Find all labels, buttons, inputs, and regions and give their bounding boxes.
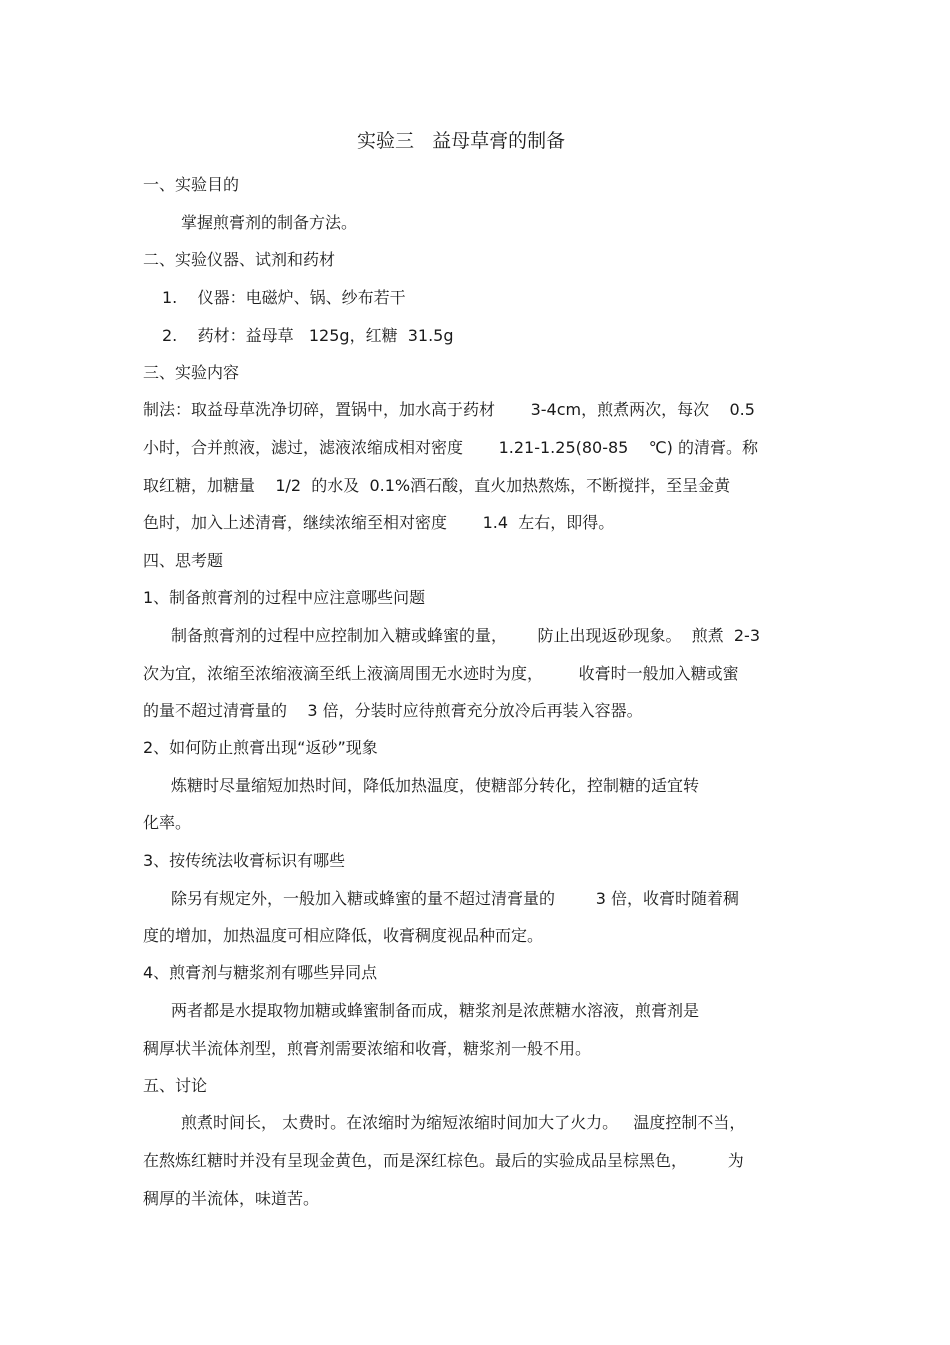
paragraph-line: 小时，合并煎液，滤过，滤液浓缩成相对密度 1.21-1.25(80-85 ℃) 的清膏。称 [143,438,759,457]
question-heading: 4、煎膏剂与糖浆剂有哪些异同点 [143,963,378,982]
section-heading: 四、思考题 [143,551,224,570]
paragraph-line: 稠厚的半流体，味道苦。 [143,1189,320,1208]
page-title: 实验三 益母草膏的制备 [357,130,566,152]
paragraph-line: 两者都是水提取物加糖或蜂蜜制备而成，糖浆剂是浓蔗糖水溶液，煎膏剂是 [171,1001,700,1020]
section-heading: 一、实验目的 [143,175,240,194]
section-heading: 三、实验内容 [143,363,240,382]
paragraph-line: 次为宜，浓缩至浓缩液滴至纸上液滴周围无水迹时为度， 收膏时一般加入糖或蜜 [143,664,739,683]
paragraph-line: 制法：取益母草洗净切碎，置锅中，加水高于药材 3-4cm，煎煮两次，每次 0.5 [143,400,755,419]
paragraph-line: 在熬炼红糖时并没有呈现金黄色，而是深红棕色。最后的实验成品呈棕黑色， 为 [143,1151,744,1170]
list-item: 2. 药材：益母草 125g，红糖 31.5g [162,326,454,345]
question-heading: 1、制备煎膏剂的过程中应注意哪些问题 [143,588,426,607]
paragraph-line: 色时，加入上述清膏，继续浓缩至相对密度 1.4 左右，即得。 [143,513,615,532]
question-heading: 3、按传统法收膏标识有哪些 [143,851,346,870]
paragraph-line: 除另有规定外，一般加入糖或蜂蜜的量不超过清膏量的 3 倍，收膏时随着稠 [171,889,739,908]
question-heading: 2、如何防止煎膏出现“返砂”现象 [143,738,378,757]
paragraph-line: 制备煎膏剂的过程中应控制加入糖或蜂蜜的量， 防止出现返砂现象。 煎煮 2-3 [171,626,760,645]
paragraph-line: 的量不超过清膏量的 3 倍，分装时应待煎膏充分放冷后再装入容器。 [143,701,643,720]
paragraph-line: 煎煮时间长， 太费时。在浓缩时为缩短浓缩时间加大了火力。 温度控制不当， [181,1113,746,1132]
list-item: 1. 仪器：电磁炉、锅、纱布若干 [162,288,406,307]
paragraph-line: 取红糖，加糖量 1/2 的水及 0.1%酒石酸，直火加热熬炼，不断搅拌，至呈金黄 [143,476,731,495]
section-heading: 五、讨论 [143,1076,208,1095]
section-heading: 二、实验仪器、试剂和药材 [143,250,336,269]
paragraph-line: 度的增加，加热温度可相应降低，收膏稠度视品种而定。 [143,926,544,945]
paragraph-line: 化率。 [143,813,192,832]
paragraph-line: 炼糖时尽量缩短加热时间，降低加热温度，使糖部分转化，控制糖的适宜转 [171,776,700,795]
paragraph-line: 稠厚状半流体剂型，煎膏剂需要浓缩和收膏，糖浆剂一般不用。 [143,1039,592,1058]
paragraph-line: 掌握煎膏剂的制备方法。 [181,213,358,232]
